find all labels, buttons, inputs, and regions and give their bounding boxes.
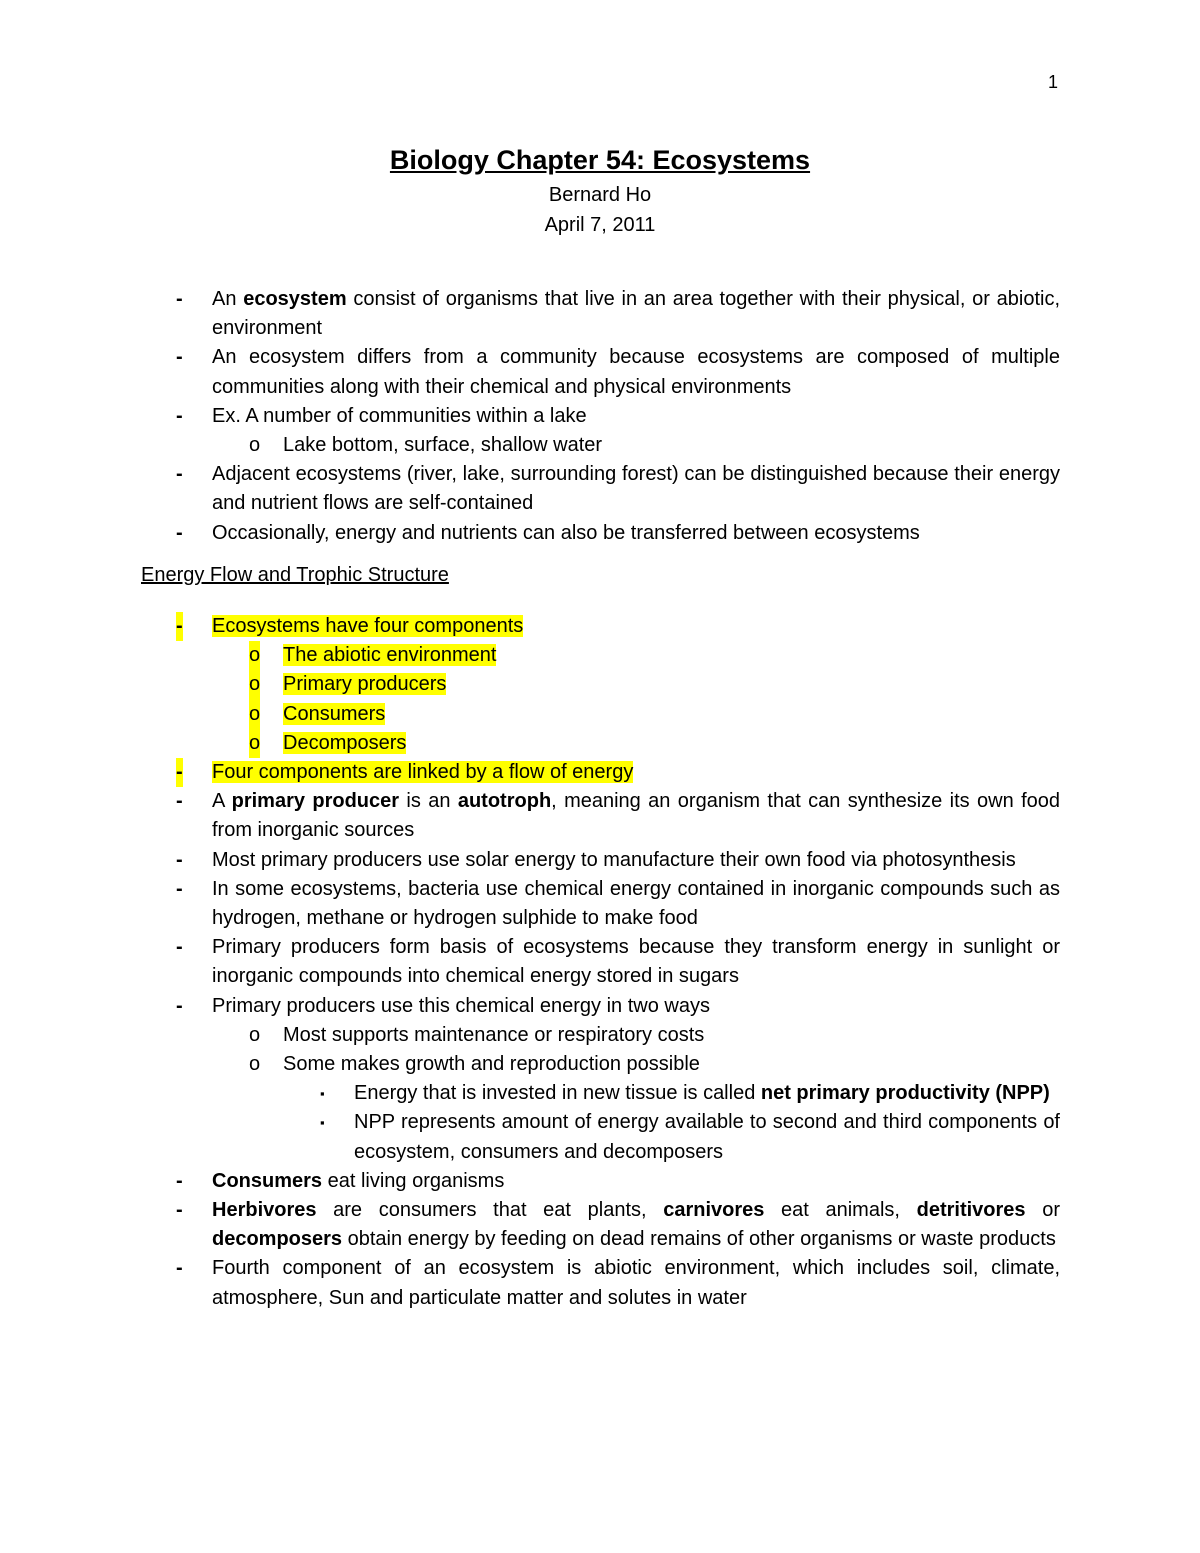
item-text: Most primary producers use solar energy to manufacture their own food via photosynthesis [212,848,1016,871]
highlighted-text: Primary producers [283,673,447,696]
list-item [172,933,1060,991]
dash-bullet: - [176,288,183,310]
item-text: Some makes growth and reproduction possible [283,1053,700,1076]
item-text: eat living organisms [322,1169,505,1192]
dash-bullet: - [176,346,183,369]
dash-bullet: - [176,758,183,787]
circle-bullet: o [249,1023,261,1046]
term-primary-producer: primary producer [231,790,400,813]
term-ecosystem: ecosystem [243,288,347,310]
item-text: , meaning an organism that can synthesize its own food from inorganic sources [212,790,1060,842]
highlighted-text: Decomposers [283,731,407,754]
circle-bullet: o [249,670,260,699]
item-text: consist of organisms that live in an area together with their physical, or abiotic, environment [212,288,1060,340]
highlighted-text: The abiotic environment [283,644,497,667]
list-subsubitem [172,1079,1060,1108]
item-text: or [1025,1199,1060,1222]
square-bullet: ▪ [320,1115,325,1131]
document-title: Biology Chapter 54: Ecosystems [389,145,811,175]
list-item [172,1167,1060,1196]
dash-bullet: - [176,877,183,900]
intro-list [172,285,1060,548]
item-text: Fourth component of an ecosystem is abiotic environment, which includes soil, climate, atmosphere, Sun and particulate matter and solutes in water [212,1257,1060,1309]
list-item [172,1196,1060,1254]
highlighted-text: Ecosystems have four components [212,615,524,637]
circle-bullet: o [249,641,260,670]
item-text: Energy that is invested in new tissue is called [354,1082,761,1105]
circle-bullet: o [249,434,261,457]
list-subitem [172,670,1060,699]
dash-bullet: - [176,936,183,959]
list-item [172,519,1060,548]
list-item [172,787,1060,845]
item-text: Ex. A number of communities within a lake [212,404,587,427]
item-text: obtain energy by feeding on dead remains of other organisms or waste products [342,1228,1056,1251]
list-item [172,460,1060,518]
item-text: An [212,288,244,310]
term-carnivores: carnivores [663,1199,765,1222]
list-item [172,1254,1060,1312]
circle-bullet: o [249,1053,261,1076]
item-text: are consumers that eat plants, [316,1199,664,1222]
circle-bullet: o [249,729,260,758]
dash-bullet: - [176,612,183,641]
term-herbivores: Herbivores [212,1199,317,1222]
item-text: Lake bottom, surface, shallow water [283,434,603,457]
list-subitem [172,641,1060,670]
term-consumers: Consumers [212,1169,323,1192]
dash-bullet: - [176,1257,183,1280]
item-text: Occasionally, energy and nutrients can also be transferred between ecosystems [212,521,920,544]
document-date: April 7, 2011 [544,214,656,236]
page-number: 1 [1047,72,1058,92]
item-text: is an [399,790,458,813]
list-subitem [172,1021,1060,1050]
dash-bullet: - [176,463,183,486]
list-subitem [172,431,1060,460]
list-item [172,875,1060,933]
title-block [0,140,1200,240]
dash-bullet: - [176,1169,183,1192]
item-text: Primary producers form basis of ecosystems because they transform energy in sunlight or inorganic compounds into chemical energy stored in sugars [212,936,1060,988]
item-text: In some ecosystems, bacteria use chemical energy contained in inorganic compounds such as hydrogen, methane or hydrogen sulphide to make food [212,877,1060,930]
list-item [172,846,1060,875]
list-item [172,758,1060,787]
term-decomposers: decomposers [212,1228,343,1251]
dash-bullet: - [176,404,183,427]
energy-flow-list [172,612,1060,1313]
list-subitem [172,729,1060,758]
dash-bullet: - [176,848,183,871]
item-text: eat animals, [764,1199,917,1222]
list-item [172,343,1060,401]
dash-bullet: - [176,790,183,813]
item-text: Primary producers use this chemical energy in two ways [212,994,710,1017]
term-detritivores: detritivores [916,1199,1026,1222]
list-subsubitem [172,1108,1060,1166]
term-autotroph: autotroph [457,790,552,813]
term-npp: net primary productivity (NPP) [760,1082,1050,1105]
circle-bullet: o [249,700,260,729]
item-text: An ecosystem differs from a community because ecosystems are composed of multiple communities along with their chemical and physical environments [212,346,1060,398]
item-text: A [212,790,232,813]
list-item [172,402,1060,431]
list-item [172,992,1060,1021]
list-item [172,612,1060,641]
list-subitem [172,700,1060,729]
item-text: NPP represents amount of energy available to second and third components of ecosystem, consumers and decomposers [354,1111,1060,1163]
item-text: Adjacent ecosystems (river, lake, surrounding forest) can be distinguished because their energy and nutrient flows are self-contained [212,463,1060,515]
list-item [172,285,1060,343]
highlighted-text: Consumers [283,702,386,725]
document-author: Bernard Ho [548,184,652,206]
list-subitem [172,1050,1060,1079]
section-heading: Energy Flow and Trophic Structure [141,564,449,586]
dash-bullet: - [176,521,183,544]
square-bullet: ▪ [320,1086,325,1102]
highlighted-text: Four components are linked by a flow of energy [212,761,634,784]
dash-bullet: - [176,1199,183,1222]
item-text: Most supports maintenance or respiratory costs [283,1023,705,1046]
dash-bullet: - [176,994,183,1017]
